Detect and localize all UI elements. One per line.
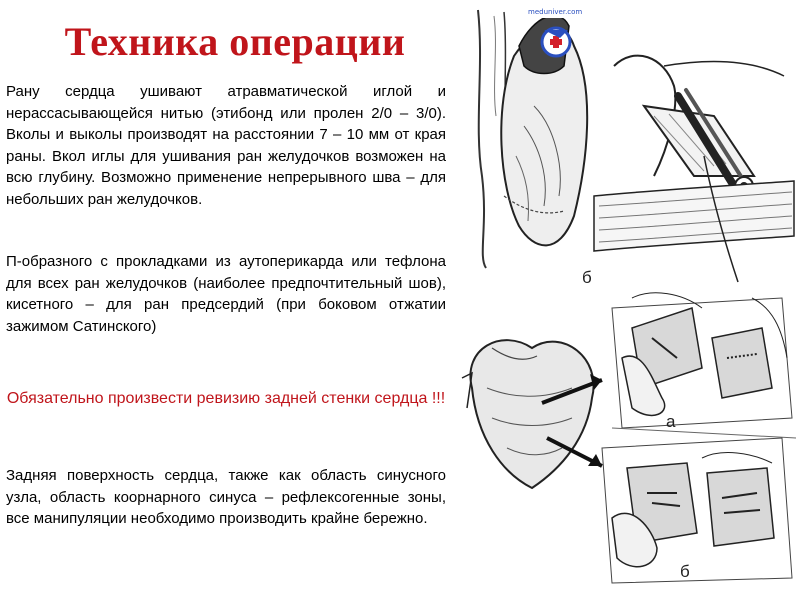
logo-text-meduniver: meduniver.com <box>528 8 583 16</box>
paragraph-u-shaped-suture: П-образного с прокладками из аутоперикарда или тефлона для всех ран желудочков (наиболее предпочтительный шов), кисетного – для ран предсердий (при боковом отжатии зажимом Сатинского) <box>6 253 446 335</box>
page-title: Техника операции <box>64 19 406 64</box>
figure-label-a: а <box>666 412 676 431</box>
figure-label-b-top: б <box>582 268 592 287</box>
illustration-heart-wound-suture <box>464 6 796 286</box>
hand-suturing-drawing <box>452 288 796 590</box>
warning-revision-note: Обязательно произвести ревизию задней стенки сердца !!! <box>6 390 446 407</box>
illustration-heart-hand-suturing <box>452 288 796 590</box>
paragraph-reflexogenic-zones: Задняя поверхность сердца, также как область синусного узла, область коорнарного синуса – рефлексогенные зоны, все манипуляции необходимо производить крайне бережно. <box>6 467 446 527</box>
figure-label-b-bottom: б <box>680 562 690 581</box>
paragraph-suturing-technique: Рану сердца ушивают атравматической иглой и нерассасывающейся нитью (этибонд или пролен 2/0 – 3/0). Вколы и выколы производят на расстоянии 7 – 10 мм от края раны. Вкол иглы для ушивания ран желудочков возможен на всю глубину. Возможно применение непрерывного шва – для небольших ран желудочков. <box>6 83 446 208</box>
heart-suture-drawing <box>464 6 796 286</box>
